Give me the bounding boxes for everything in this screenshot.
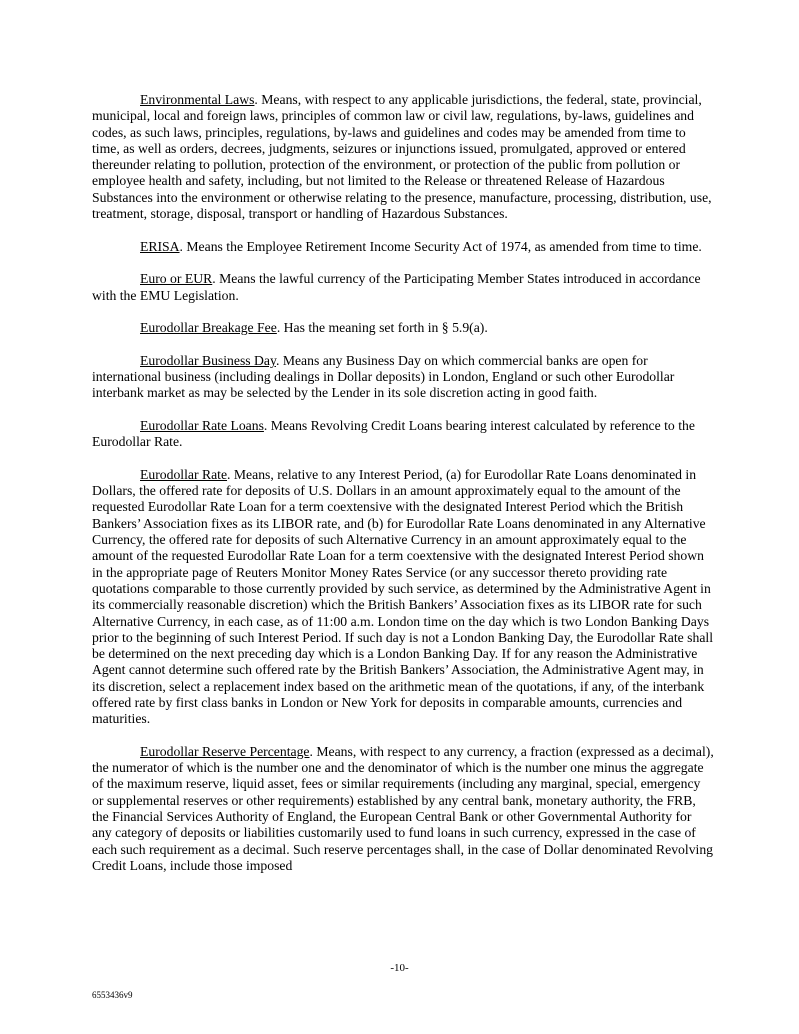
definition-text: . Means the lawful currency of the Participating Member States introduced in accordance with the EMU Legislation. (92, 271, 701, 303)
definition-eurodollar-reserve-percentage (92, 744, 714, 874)
defined-term: Eurodollar Breakage Fee (140, 320, 277, 336)
definition-text: . Means the Employee Retirement Income Security Act of 1974, as amended from time to time. (179, 238, 702, 254)
definition-eurodollar-rate (92, 467, 714, 728)
defined-term: Environmental Laws (140, 92, 255, 107)
definition-text: . Means, relative to any Interest Period, (a) for Eurodollar Rate Loans denominated in Dollars, the offered rate for deposits of U.S. Dollars in an amount approximately equal to the amount of the requested Eurodollar Rate Loan for a term coextensive with the designated Interest Period which the British Bankers’ Association fixes as its LIBOR rate, and (b) for Eurodollar Rate Loans denominated in any Alternative Currency, the offered rate for deposits of such Alternative Currency in an amount approximately equal to the amount of the requested Eurodollar Rate Loan for a term coextensive with the designated Interest Period shown in the appropriate page of Reuters Monitor Money Rates Service (or any successor thereto providing rate quotations comparable to those currently provided by such service, as determined by the Administrative Agent in its commercially reasonable discretion) which the British Bankers’ Association fixes as its LIBOR rate for such Alternative Currency, in each case, as of 11:00 a.m. London time on the day which is two London Banking Days prior to the beginning of such Interest Period. If such day is not a London Banking Day, the Eurodollar Rate shall be determined on the next preceding day which is a London Banking Day. If for any reason the Administrative Agent cannot determine such offered rate by the British Bankers’ Association, the Administrative Agent may, in its discretion, select a replacement index based on the arithmetic mean of the quotations, if any, of the interbank offered rate by first class banks in London or New York for deposits in comparable amounts, currencies and maturities. (92, 466, 713, 727)
definition-euro (92, 271, 714, 304)
definition-erisa (92, 239, 714, 255)
definition-eurodollar-breakage-fee (92, 320, 714, 336)
definition-text: . Means, with respect to any currency, a fraction (expressed as a decimal), the numerator of which is the number one and the denominator of which is the number one minus the aggregate of the maximum reserve, liquid asset, fees or similar requirements (including any marginal, special, emergency or supplemental reserves or other requirements) established by any central bank, monetary authority, the FRB, the Financial Services Authority of England, the European Central Bank or other Governmental Authority for any category of deposits or liabilities customarily used to fund loans in such currency, expressed in the case of each such requirement as a decimal. Such reserve percentages shall, in the case of Dollar denominated Revolving Credit Loans, include those imposed (92, 743, 714, 873)
defined-term: Eurodollar Rate (140, 466, 228, 482)
defined-term: Euro or EUR (140, 271, 213, 287)
document-id: 6553436v9 (92, 990, 133, 1000)
document-body (92, 92, 714, 891)
defined-term: ERISA (140, 238, 180, 254)
defined-term: Eurodollar Rate Loans (140, 417, 264, 433)
definition-text: . Means Revolving Credit Loans bearing interest calculated by reference to the Eurodollar Rate. (92, 417, 695, 450)
definition-text: . Means any Business Day on which commercial banks are open for international business (including dealings in Dollar deposits) in London, England or such other Eurodollar interbank market as may be selected by the Lender in its sole discretion acting in good faith. (92, 352, 675, 401)
definition-eurodollar-rate-loans (92, 418, 714, 451)
defined-term: Eurodollar Business Day (140, 352, 276, 368)
page-number: -10- (390, 962, 409, 974)
definition-eurodollar-business-day (92, 353, 714, 402)
definition-text: . Means, with respect to any applicable jurisdictions, the federal, state, provincial, municipal, local and foreign laws, principles of common law or civil law, regulations, by-laws, guidelines and codes, as such laws, principles, regulations, by-laws and guidelines and codes may be amended from time to time, as well as orders, decrees, judgments, seizures or injunctions issued, promulgated, approved or entered thereunder relating to pollution, protection of the environment, or protection of the public from pollution or employee health and safety, including, but not limited to the Release or threatened Release of Hazardous Substances into the environment or otherwise relating to the presence, manufacture, processing, distribution, use, treatment, storage, disposal, transport or handling of Hazardous Substances. (92, 92, 712, 222)
defined-term: Eurodollar Reserve Percentage (140, 743, 310, 759)
definition-text: . Has the meaning set forth in § 5.9(a). (276, 320, 488, 336)
definition-environmental-laws (92, 92, 714, 222)
